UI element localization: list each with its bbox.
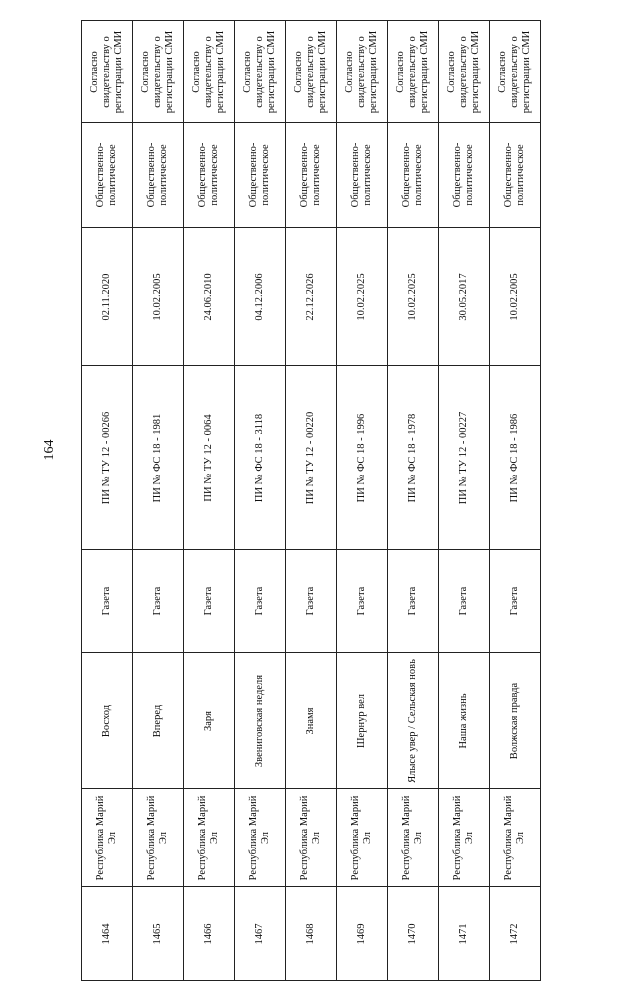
row-number-cell [82,887,133,981]
specialization-cell [439,123,490,228]
reg-number-cell [133,366,184,550]
specialization-text: Общественно-политическое [248,142,271,208]
title-text: Знамя [305,707,316,735]
page-number: 164 [42,439,57,461]
type-cell [337,550,388,653]
specialization-text: Общественно-политическое [452,142,475,208]
type-cell [490,550,541,653]
region-cell [439,789,490,887]
row-number-cell [286,887,337,981]
region-text: Республика Марий Эл [452,795,475,880]
note-text: Согласно свидетельству о регистрации СМИ [242,30,277,113]
title-text: Заря [203,710,214,731]
specialization-cell [388,123,439,228]
date-cell [133,228,184,366]
title-cell [337,653,388,789]
title-cell [235,653,286,789]
reg-number-cell [490,366,541,550]
type-cell [133,550,184,653]
row-number-cell [388,887,439,981]
type-text: Газета [254,586,265,616]
date-text: 30.05.2017 [458,272,469,321]
type-text: Газета [101,586,112,616]
type-cell [82,550,133,653]
title-cell [133,653,184,789]
title-cell [286,653,337,789]
row-number-cell [337,887,388,981]
note-text: Согласно свидетельству о регистрации СМИ [497,30,532,113]
note-cell [133,21,184,123]
specialization-text: Общественно-политическое [350,142,373,208]
date-cell [184,228,235,366]
reg-number-text: ПИ № ФС 18 - 1986 [509,413,520,502]
title-text: Волжская правда [509,682,520,759]
specialization-text: Общественно-политическое [299,142,322,208]
specialization-text: Общественно-политическое [146,142,169,208]
note-cell [388,21,439,123]
reg-number-text: ПИ № ТУ 12 - 0064 [203,413,214,502]
note-text: Согласно свидетельству о регистрации СМИ [140,30,175,113]
date-text: 02.11.2020 [101,273,112,320]
row-number-text: 1465 [152,923,163,944]
row-number-text: 1467 [254,923,265,944]
type-cell [286,550,337,653]
note-text: Согласно свидетельству о регистрации СМИ [293,30,328,113]
date-cell [490,228,541,366]
title-cell [184,653,235,789]
date-text: 10.02.2005 [509,272,520,321]
date-text: 10.02.2025 [356,272,367,321]
date-cell [82,228,133,366]
specialization-text: Общественно-политическое [503,142,526,208]
specialization-cell [184,123,235,228]
type-text: Газета [458,586,469,616]
title-text: Вперед [152,704,163,737]
note-cell [286,21,337,123]
specialization-text: Общественно-политическое [95,142,118,208]
reg-number-text: ПИ № ТУ 12 - 00220 [305,411,316,504]
specialization-text: Общественно-политическое [197,142,220,208]
reg-number-text: ПИ № ФС 18 - 3118 [254,413,265,502]
reg-number-text: ПИ № ФС 18 - 1996 [356,413,367,502]
reg-number-cell [388,366,439,550]
specialization-row [82,123,541,228]
region-text: Республика Марий Эл [197,795,220,880]
reg-number-cell [286,366,337,550]
title-text: Звениговская неделя [254,674,265,767]
row-number-text: 1464 [101,923,112,944]
row-number-text: 1468 [305,923,316,944]
row-number-cell [184,887,235,981]
note-cell [82,21,133,123]
region-cell [184,789,235,887]
row-number-text: 1470 [407,923,418,944]
type-text: Газета [356,586,367,616]
number-row [82,887,541,981]
reg-number-text: ПИ № ФС 18 - 1978 [407,413,418,502]
date-cell [388,228,439,366]
region-cell [133,789,184,887]
type-text: Газета [152,586,163,616]
region-text: Республика Марий Эл [503,795,526,880]
specialization-cell [286,123,337,228]
specialization-cell [490,123,541,228]
note-text: Согласно свидетельству о регистрации СМИ [191,30,226,113]
title-cell [388,653,439,789]
reg-number-cell [439,366,490,550]
reg-number-cell [82,366,133,550]
reg-number-cell [235,366,286,550]
reg-number-text: ПИ № ФС 18 - 1981 [152,413,163,502]
reg-number-cell [184,366,235,550]
date-text: 24.06.2010 [203,272,214,321]
reg-number-row [82,366,541,550]
note-cell [490,21,541,123]
region-cell [388,789,439,887]
media-registry-table [81,20,541,981]
date-cell [235,228,286,366]
region-text: Республика Марий Эл [401,795,424,880]
region-cell [82,789,133,887]
date-cell [337,228,388,366]
note-cell [439,21,490,123]
specialization-cell [337,123,388,228]
type-cell [439,550,490,653]
row-number-cell [235,887,286,981]
note-cell [184,21,235,123]
title-text: Наша жизнь [458,692,469,749]
date-text: 22.12.2026 [305,272,316,321]
title-row [82,653,541,789]
reg-number-text: ПИ № ТУ 12 - 00266 [101,411,112,504]
type-cell [235,550,286,653]
region-text: Республика Марий Эл [350,795,373,880]
type-row [82,550,541,653]
row-number-cell [133,887,184,981]
title-text: Ялысе увер / Сельская новь [407,658,418,783]
region-cell [490,789,541,887]
row-number-cell [490,887,541,981]
date-row [82,228,541,366]
note-row [82,21,541,123]
title-cell [82,653,133,789]
type-text: Газета [203,586,214,616]
specialization-text: Общественно-политическое [401,142,424,208]
date-text: 10.02.2025 [407,272,418,321]
note-text: Согласно свидетельству о регистрации СМИ [344,30,379,113]
note-cell [235,21,286,123]
row-number-text: 1466 [203,923,214,944]
note-cell [337,21,388,123]
type-text: Газета [407,586,418,616]
date-text: 04.12.2006 [254,272,265,321]
region-text: Республика Марий Эл [95,795,118,880]
type-text: Газета [305,586,316,616]
date-text: 10.02.2005 [152,272,163,321]
region-text: Республика Марий Эл [146,795,169,880]
row-number-text: 1469 [356,923,367,944]
reg-number-cell [337,366,388,550]
title-text: Шернур вел [356,693,367,748]
specialization-cell [82,123,133,228]
region-cell [235,789,286,887]
reg-number-text: ПИ № ТУ 12 - 00227 [458,411,469,504]
region-text: Республика Марий Эл [248,795,271,880]
row-number-text: 1471 [458,923,469,944]
note-text: Согласно свидетельству о регистрации СМИ [89,30,124,113]
region-cell [337,789,388,887]
region-text: Республика Марий Эл [299,795,322,880]
region-row [82,789,541,887]
type-cell [388,550,439,653]
type-cell [184,550,235,653]
specialization-cell [133,123,184,228]
date-cell [439,228,490,366]
date-cell [286,228,337,366]
title-text: Восход [101,704,112,737]
type-text: Газета [509,586,520,616]
note-text: Согласно свидетельству о регистрации СМИ [395,30,430,113]
specialization-cell [235,123,286,228]
row-number-cell [439,887,490,981]
region-cell [286,789,337,887]
row-number-text: 1472 [509,923,520,944]
title-cell [490,653,541,789]
note-text: Согласно свидетельству о регистрации СМИ [446,30,481,113]
title-cell [439,653,490,789]
